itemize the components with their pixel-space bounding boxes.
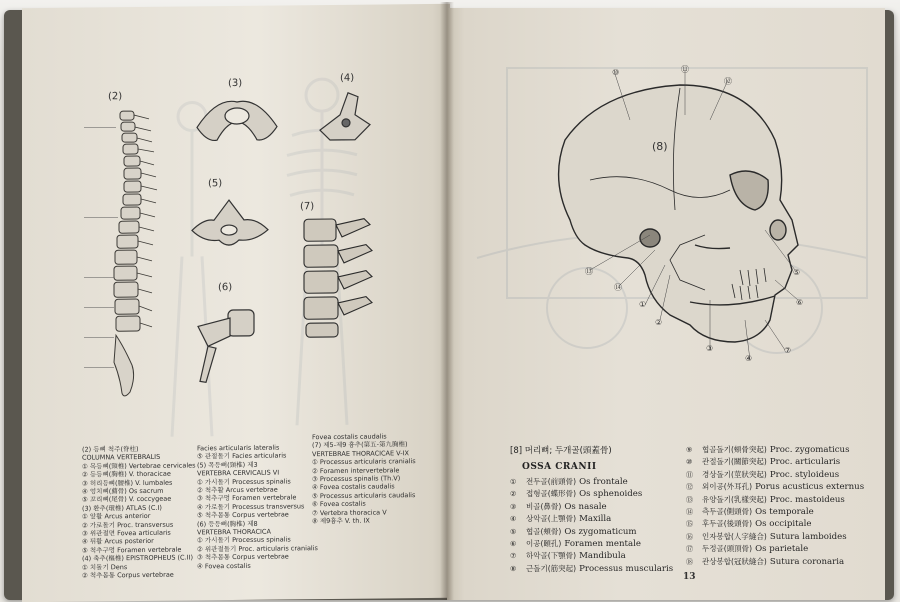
term-number: ③	[510, 502, 526, 513]
atlas-illustration	[187, 91, 287, 162]
caption-line: ② 척추몸통 Corpus vertebrae	[82, 571, 196, 581]
caption-line: ④ 엉치뼈(薦骨) Os sacrum	[82, 486, 196, 496]
term-korean: 상악골(上顎骨)	[526, 514, 576, 523]
term-korean: 후두골(後頭骨)	[702, 519, 752, 528]
caption-line: ⑤ Processus articularis caudalis	[312, 491, 416, 500]
figure-label-4: (4)	[340, 73, 354, 84]
caption-line: (4) 축추(樞椎) EPISTROPHEUS (C.II)	[82, 554, 196, 564]
skull-number: ④	[745, 354, 752, 363]
caption-line: ⑦ Vertebra thoracica V	[312, 508, 416, 517]
skull-number: ⑭	[614, 282, 622, 293]
caption-line: Facies articularis lateralis	[197, 443, 318, 453]
skull-number: ⑫	[724, 76, 732, 87]
term-latin: Proc. zygomaticus	[770, 445, 850, 455]
term-item	[510, 488, 680, 500]
figure-label-8: (8)	[652, 140, 668, 153]
skull-number: ⑤	[793, 268, 800, 277]
term-latin: Proc. mastoideus	[770, 495, 845, 505]
caption-line: ③ 척추몸통 Corpus vertebrae	[197, 552, 318, 562]
caption-line: ② 가로돌기 Proc. transversus	[82, 520, 196, 530]
term-korean: 관절돌기(關節突起)	[702, 457, 767, 466]
term-number: ⑮	[686, 519, 702, 530]
caption-line: ② 척추활 Arcus vertebrae	[197, 485, 318, 495]
term-korean: 인자봉합(人字縫合)	[702, 532, 767, 541]
skull-callout-lines	[560, 60, 820, 340]
caption-line: ③ Processus spinalis (Th.V)	[312, 474, 416, 483]
caption-line: ① 앞활 Arcus anterior	[82, 512, 196, 522]
skull-number: ⑪	[681, 64, 689, 75]
term-list-2	[686, 444, 886, 568]
term-item	[510, 563, 680, 575]
term-latin: Os nasale	[564, 502, 606, 512]
term-latin: Foramen mentale	[564, 539, 641, 549]
term-item	[686, 543, 886, 555]
cervical-vertebra-illustration	[184, 190, 274, 261]
figure-label-3: (3)	[228, 78, 242, 89]
caption-line: (7) 제5-제9 흉추(第五-第九胸椎)	[312, 441, 416, 450]
term-item	[686, 469, 886, 481]
term-number: ②	[510, 489, 526, 500]
caption-line: Fovea costalis caudalis	[312, 432, 416, 441]
term-number: ⑦	[510, 551, 526, 562]
caption-line: VERTEBRAE THORACICAE V-IX	[312, 449, 416, 458]
term-item	[510, 526, 680, 538]
term-number: ⑬	[686, 495, 702, 506]
caption-line: ① 목등뼈(頸椎) Vertebrae cervicales	[82, 461, 196, 471]
caption-line: ② Foramen intervertebrale	[312, 466, 416, 475]
caption-line: ① 가시돌기 Processus spinalis	[197, 536, 318, 546]
caption-line: ⑧ 제9흉추 V. th. IX	[312, 516, 416, 525]
term-korean: 두정골(頭頂骨)	[702, 544, 752, 553]
term-number: ⑪	[686, 470, 702, 481]
term-latin: Sutura coronaria	[770, 557, 844, 567]
thoracic-column-illustration	[294, 208, 384, 349]
caption-line: (2) 등뼈 척주(脊柱)	[82, 444, 196, 454]
figure-label-7: (7)	[300, 201, 314, 212]
term-item	[510, 476, 680, 488]
term-item	[686, 444, 886, 456]
caption-line: ③ 척추구멍 Foramen vertebrale	[197, 494, 318, 504]
term-number: ⑫	[686, 482, 702, 493]
term-number: ⑧	[510, 564, 526, 575]
figure-label-5: (5)	[208, 178, 222, 189]
skull-number: ⑥	[796, 298, 803, 307]
term-latin: Proc. styloideus	[770, 470, 839, 480]
caption-column-3	[312, 432, 416, 526]
term-item	[686, 531, 886, 543]
term-list-1	[510, 476, 680, 575]
term-number: ⑭	[686, 507, 702, 518]
term-korean: 경상돌기(莖狀突起)	[702, 470, 767, 479]
term-latin: Os frontale	[579, 477, 628, 487]
caption-section-title: [8] 머리뼈; 두개골(頭蓋骨)	[510, 444, 680, 456]
book-gutter	[440, 2, 454, 600]
term-korean: 접형골(蝶形骨)	[526, 489, 576, 498]
caption-line: COLUMNA VERTEBRALIS	[82, 453, 196, 463]
caption-line: ④ 가로돌기 Processus transversus	[197, 502, 318, 512]
term-item	[510, 550, 680, 562]
caption-line: ⑤ 척추구멍 Foramen vertebrale	[82, 545, 196, 555]
term-korean: 유양돌기(乳樣突起)	[702, 495, 767, 504]
caption-line: ④ Fovea costalis caudalis	[312, 483, 416, 492]
term-item	[686, 506, 886, 518]
term-korean: 외이공(外耳孔)	[702, 482, 752, 491]
skull-number: ①	[639, 300, 646, 309]
caption-line: (6) 등등뼈(胸椎) 제8	[197, 519, 318, 529]
term-item	[686, 494, 886, 506]
term-latin: Sutura lamboides	[770, 532, 847, 542]
thoracic-vertebra-illustration	[178, 296, 268, 387]
term-latin: Os zygomaticum	[564, 527, 636, 537]
page-number: 13	[683, 572, 696, 582]
left-page	[22, 4, 450, 602]
term-number: ④	[510, 514, 526, 525]
caption-line: ⑤ 꼬리뼈(尾骨) V. coccygeae	[82, 495, 196, 505]
caption-line: ③ 허리등뼈(腰椎) V. lumbales	[82, 478, 196, 488]
term-latin: Porus acusticus externus	[755, 482, 864, 492]
skull-number: ⑩	[612, 68, 619, 77]
spine-callout-lines	[74, 107, 134, 408]
term-number: ⑨	[686, 445, 702, 456]
term-latin: Processus muscularis	[579, 564, 673, 574]
caption-line: ⑤ 척추몸통 Corpus vertebrae	[197, 510, 318, 520]
term-item	[510, 501, 680, 513]
caption-line: ① Processus articularis cranialis	[312, 457, 416, 466]
term-number: ①	[510, 477, 526, 488]
term-korean: 이공(頤孔)	[526, 539, 561, 548]
term-number: ⑥	[510, 539, 526, 550]
caption-line: ⑤ 관절돌기 Facies articularis	[197, 452, 318, 462]
figure-label-6: (6)	[218, 282, 232, 293]
term-korean: 협골(頰骨)	[526, 527, 561, 536]
term-number: ⑤	[510, 527, 526, 538]
axis-illustration	[300, 84, 380, 155]
term-latin: Maxilla	[579, 514, 611, 524]
term-item	[686, 518, 886, 530]
term-korean: 전두골(前頭骨)	[526, 477, 576, 486]
term-latin: Os parietale	[755, 544, 808, 554]
term-item	[510, 538, 680, 550]
term-item	[686, 481, 886, 493]
caption-line: ④ Fovea costalis	[197, 561, 318, 571]
term-korean: 하악골(下顎骨)	[526, 551, 576, 560]
term-number: ⑯	[686, 532, 702, 543]
term-korean: 측두골(側頭骨)	[702, 507, 752, 516]
skull-number: ⑬	[585, 266, 593, 277]
caption-line: ④ 뒤활 Arcus posterior	[82, 537, 196, 547]
caption-latin-title: OSSA CRANII	[522, 462, 680, 472]
term-latin: Os occipitale	[755, 519, 811, 529]
term-latin: Proc. articularis	[770, 457, 840, 467]
caption-line: ② 등등뼈(胸椎) V. thoracicae	[82, 470, 196, 480]
term-korean: 비골(鼻骨)	[526, 502, 561, 511]
term-korean: 협골돌기(頰骨突起)	[702, 445, 767, 454]
term-number: ⑱	[686, 557, 702, 568]
skull-number: ②	[655, 318, 662, 327]
term-item	[686, 556, 886, 568]
term-number: ⑰	[686, 544, 702, 555]
skull-caption-column-2	[686, 444, 886, 568]
term-latin: Os sphenoides	[579, 489, 642, 499]
caption-line: ① 치돌기 Dens	[82, 562, 196, 572]
caption-line: ③ 위관절면 Fovea articularis	[82, 528, 196, 538]
term-korean: 근돌기(筋突起)	[526, 564, 576, 573]
caption-line: ① 가시돌기 Processus spinalis	[197, 477, 318, 487]
term-item	[686, 456, 886, 468]
skull-number: ③	[706, 344, 713, 353]
caption-line: (3) 환추(環椎) ATLAS (C.I)	[82, 503, 196, 513]
caption-line: ② 위관절돌기 Proc. articularis cranialis	[197, 544, 318, 554]
term-latin: Mandibula	[579, 551, 626, 561]
term-number: ⑩	[686, 457, 702, 468]
caption-line: VERTEBRA THORACICA	[197, 527, 318, 537]
skull-caption	[510, 444, 680, 575]
figure-label-2: (2)	[108, 91, 122, 102]
caption-line: (5) 목등뼈(頸椎) 제3	[197, 460, 318, 470]
term-item	[510, 513, 680, 525]
term-korean: 관상봉합(冠狀縫合)	[702, 557, 767, 566]
caption-line: ⑥ Fovea costalis	[312, 499, 416, 508]
term-latin: Os temporale	[755, 507, 814, 517]
skull-number: ⑦	[784, 346, 791, 355]
caption-column-2	[197, 443, 318, 570]
caption-column-1	[82, 444, 196, 580]
caption-line: VERTEBRA CERVICALIS VI	[197, 468, 318, 478]
